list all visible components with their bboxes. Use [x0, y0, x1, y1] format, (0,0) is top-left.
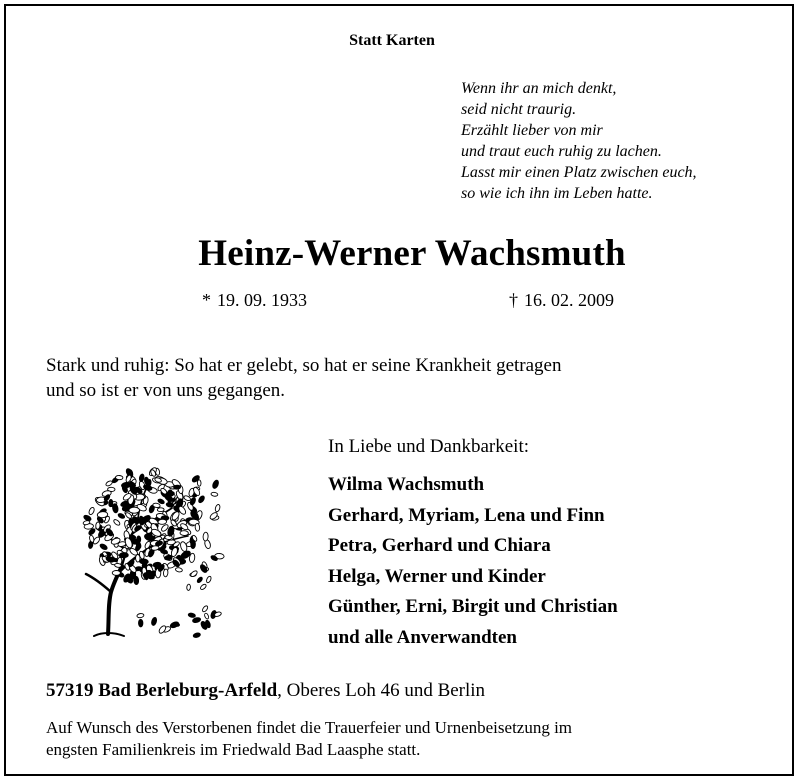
poem-line: und traut euch ruhig zu lachen. [461, 143, 662, 160]
deceased-name: Heinz-Werner Wachsmuth [198, 233, 626, 274]
birth-date: 19. 09. 1933 [217, 290, 307, 310]
poem-line: Erzählt lieber von mir [461, 122, 603, 139]
mourner-name: Günther, Erni, Birgit und Christian [328, 596, 618, 618]
mourner-name: und alle Anverwandten [328, 626, 517, 648]
poem-line: Lasst mir einen Platz zwischen euch, [461, 164, 697, 181]
statement-line: und so ist er von uns gegangen. [46, 380, 286, 401]
poem-line: so wie ich ihn im Leben hatte. [461, 185, 653, 202]
header-title: Statt Karten [349, 32, 435, 49]
birth-date-line [202, 290, 307, 311]
obituary-frame [4, 4, 794, 776]
statement-line: Stark und ruhig: So hat er gelebt, so hat er seine Krankheit getragen [46, 355, 562, 376]
death-symbol: † [509, 290, 518, 310]
statement [46, 353, 562, 403]
mourner-name: Helga, Werner und Kinder [328, 565, 546, 587]
address-city: 57319 Bad Berleburg-Arfeld [46, 680, 278, 701]
death-date-line [509, 290, 614, 311]
funeral-note [46, 717, 572, 761]
poem-line: seid nicht traurig. [461, 101, 577, 118]
poem [461, 78, 697, 204]
funeral-note-line: engsten Familienkreis im Friedwald Bad Laasphe statt. [46, 740, 421, 759]
mourner-name: Wilma Wachsmuth [328, 474, 485, 495]
death-date: 16. 02. 2009 [524, 290, 614, 310]
mourner-name: Petra, Gerhard und Chiara [328, 535, 551, 557]
address [46, 680, 485, 702]
tree-with-falling-leaves-icon [68, 458, 228, 642]
address-rest: , Oberes Loh 46 und Berlin [277, 680, 486, 701]
birth-symbol: * [202, 290, 211, 310]
mourners-intro: In Liebe und Dankbarkeit: [328, 436, 530, 457]
funeral-note-line: Auf Wunsch des Verstorbenen findet die Trauerfeier und Urnenbeisetzung im [46, 718, 573, 737]
poem-line: Wenn ihr an mich denkt, [461, 80, 617, 97]
mourner-name: Gerhard, Myriam, Lena und Finn [328, 504, 605, 526]
mourners-list [328, 470, 618, 654]
